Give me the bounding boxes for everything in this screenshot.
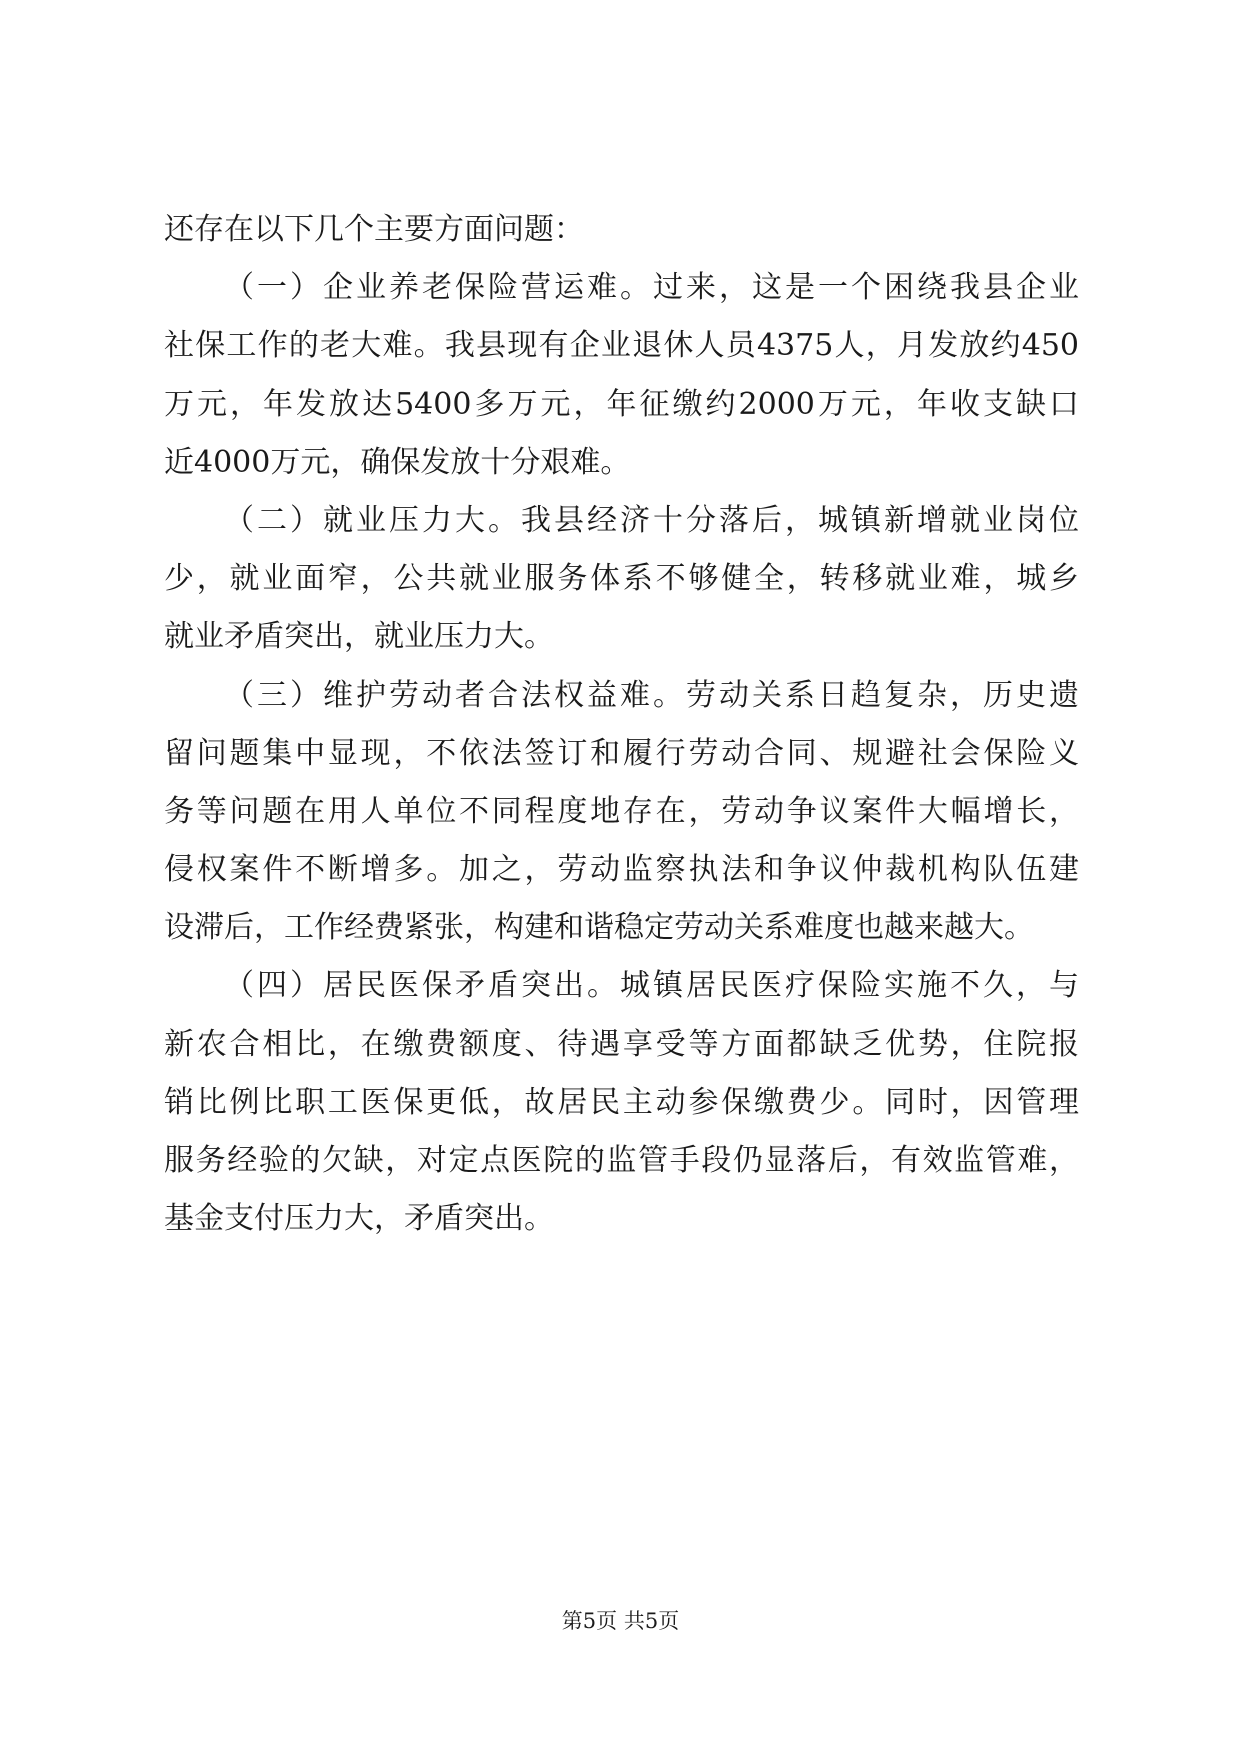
text-line: 万元，年发放达5400多万元，年征缴约2000万元，年收支缺口 [164,386,1079,422]
page-footer: 第5页 共5页 [561,1609,680,1633]
text-line: （三）维护劳动者合法权益难。劳动关系日趋复杂，历史遗 [224,677,1079,713]
text-line: 少，就业面窄，公共就业服务体系不够健全，转移就业难，城乡 [164,561,1079,597]
text-line: 设滞后，工作经费紧张，构建和谐稳定劳动关系难度也越来越大。 [164,910,1034,946]
text-line: （四）居民医保矛盾突出。城镇居民医疗保险实施不久，与 [224,968,1079,1004]
text-line: 就业矛盾突出，就业压力大。 [164,619,554,655]
text-line: 留问题集中显现，不依法签订和履行劳动合同、规避社会保险义 [164,735,1079,771]
text-line: 侵权案件不断增多。加之，劳动监察执法和争议仲裁机构队伍建 [164,852,1079,888]
text-line: 基金支付压力大，矛盾突出。 [164,1201,554,1237]
text-line: 近4000万元，确保发放十分艰难。 [164,444,631,480]
text-line: 服务经验的欠缺，对定点医院的监管手段仍显落后，有效监管难， [164,1143,1079,1178]
text-line: 还存在以下几个主要方面问题： [164,212,584,247]
text-line: （一）企业养老保险营运难。过来，这是一个困绕我县企业 [224,270,1079,306]
text-line: （二）就业压力大。我县经济十分落后，城镇新增就业岗位 [224,502,1079,538]
text-line: 新农合相比，在缴费额度、待遇享受等方面都缺乏优势，住院报 [164,1026,1079,1062]
text-line: 社保工作的老大难。我县现有企业退休人员4375人，月发放约450 [164,328,1079,364]
text-line: 务等问题在用人单位不同程度地存在，劳动争议案件大幅增长， [164,793,1079,829]
text-line: 销比例比职工医保更低，故居民主动参保缴费少。同时，因管理 [164,1084,1079,1120]
document-body [164,201,1079,1248]
